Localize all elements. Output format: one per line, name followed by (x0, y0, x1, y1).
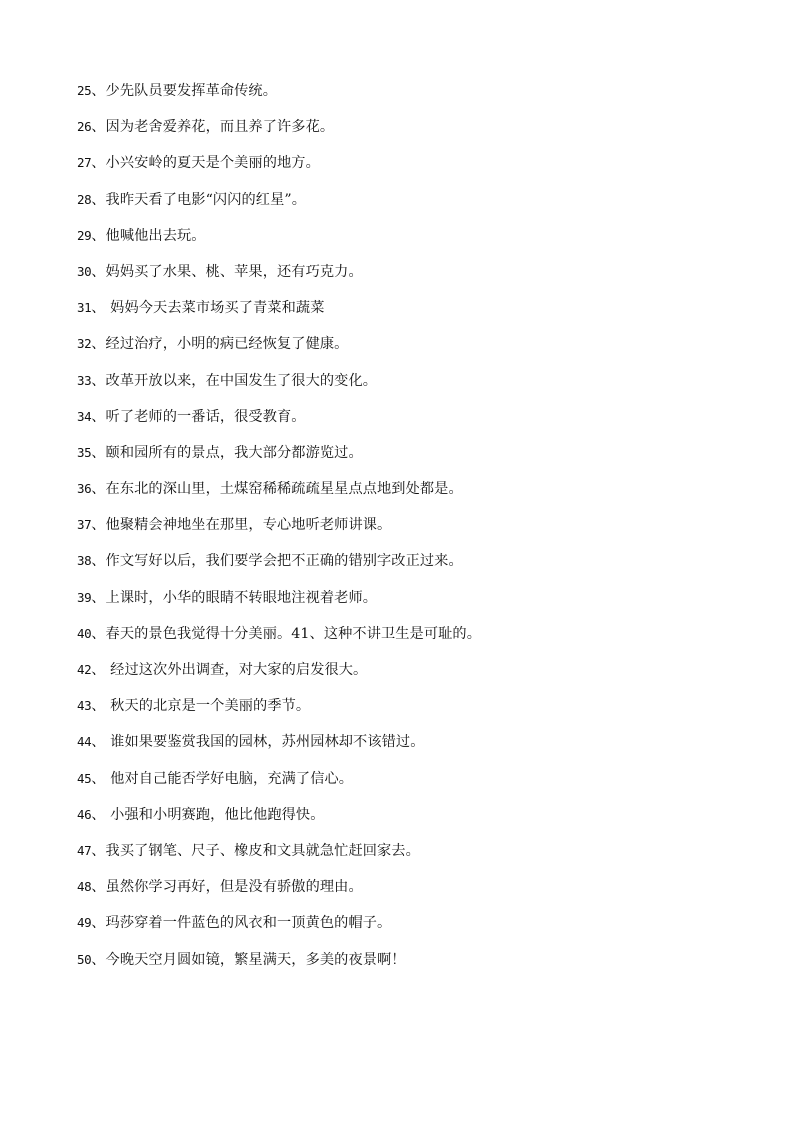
item-text: 、经过治疗，小明的病已经恢复了健康。 (91, 336, 349, 353)
item-text: 、因为老舍爱养花，而且养了许多花。 (91, 119, 335, 136)
item-text: 、今晚天空月圆如镜，繁星满天，多美的夜景啊！ (91, 951, 406, 968)
list-item (77, 623, 757, 659)
item-number: 31 (77, 300, 92, 316)
item-text: 、听了老师的一番话，很受教育。 (91, 408, 306, 425)
item-number: 28 (77, 191, 92, 207)
item-text: 、 谁如果要鉴赏我国的园林，苏州园林却不该错过。 (91, 734, 425, 751)
item-number: 25 (77, 83, 92, 98)
list-item (77, 225, 757, 261)
list-item (77, 550, 757, 586)
item-text: 、颐和园所有的景点，我大部分都游览过。 (91, 444, 363, 461)
item-text: 、 他对自己能否学好电脑，充满了信心。 (91, 770, 354, 787)
item-text: 、 经过这次外出调查，对大家的启发很大。 (91, 662, 368, 678)
item-text: 、春天的景色我觉得十分美丽。41、这种不讲卫生是可耻的。 (91, 625, 481, 642)
list-item (77, 731, 757, 767)
item-number: 45 (77, 770, 92, 786)
item-text: 、我昨天看了电影“闪闪的红星”。 (91, 191, 306, 208)
item-number: 30 (77, 263, 92, 279)
list-item (77, 261, 757, 297)
item-text: 、他喊他出去玩。 (91, 227, 206, 244)
list-item (77, 189, 757, 225)
list-item (77, 152, 757, 188)
item-text: 、他聚精会神地坐在那里，专心地听老师讲课。 (91, 517, 392, 534)
list-item (77, 840, 757, 876)
item-text: 、 妈妈今天去菜市场买了青菜和蔬菜 (91, 300, 325, 317)
item-number: 36 (77, 481, 92, 497)
item-number: 48 (77, 879, 92, 895)
list-item (77, 587, 757, 623)
sentence-list (77, 80, 757, 985)
item-text: 、 秋天的北京是一个美丽的季节。 (91, 698, 311, 715)
item-number: 50 (77, 951, 92, 967)
list-item (77, 406, 757, 442)
item-number: 38 (77, 553, 92, 569)
list-item (77, 514, 757, 550)
item-text: 、我买了钢笔、尺子、橡皮和文具就急忙赶回家去。 (91, 842, 420, 859)
item-number: 32 (77, 336, 92, 352)
item-number: 26 (77, 119, 92, 135)
list-item (77, 297, 757, 333)
item-text: 、上课时，小华的眼睛不转眼地注视着老师。 (91, 589, 378, 606)
list-item (77, 804, 757, 840)
item-number: 29 (77, 227, 92, 243)
list-item (77, 949, 757, 985)
list-item (77, 80, 757, 116)
item-number: 43 (77, 698, 92, 714)
item-number: 46 (77, 806, 92, 822)
list-item (77, 478, 757, 514)
item-number: 35 (77, 444, 92, 460)
list-item (77, 116, 757, 152)
list-item (77, 659, 757, 695)
item-text: 、改革开放以来，在中国发生了很大的变化。 (91, 372, 378, 389)
item-text: 、小兴安岭的夏天是个美丽的地方。 (91, 155, 320, 172)
list-item (77, 695, 757, 731)
item-number: 42 (77, 662, 92, 677)
list-item (77, 442, 757, 478)
list-item (77, 912, 757, 948)
list-item (77, 876, 757, 912)
item-number: 27 (77, 155, 92, 171)
item-number: 47 (77, 842, 92, 858)
item-number: 40 (77, 625, 92, 641)
item-text: 、 小强和小明赛跑，他比他跑得快。 (91, 806, 325, 823)
item-text: 、妈妈买了水果、桃、苹果，还有巧克力。 (91, 263, 363, 280)
item-number: 44 (77, 734, 92, 750)
item-number: 49 (77, 915, 92, 931)
item-text: 、作文写好以后，我们要学会把不正确的错别字改正过来。 (91, 553, 463, 570)
list-item (77, 333, 757, 369)
item-text: 、少先队员要发挥革命传统。 (91, 83, 278, 99)
item-text: 、在东北的深山里，土煤窑稀稀疏疏星星点点地到处都是。 (91, 481, 463, 498)
item-text: 、虽然你学习再好，但是没有骄傲的理由。 (91, 879, 363, 896)
list-item (77, 768, 757, 804)
item-number: 33 (77, 372, 92, 388)
item-number: 39 (77, 589, 92, 605)
item-text: 、玛莎穿着一件蓝色的风衣和一顶黄色的帽子。 (91, 915, 392, 932)
list-item (77, 370, 757, 406)
item-number: 37 (77, 517, 92, 533)
item-number: 34 (77, 408, 92, 424)
